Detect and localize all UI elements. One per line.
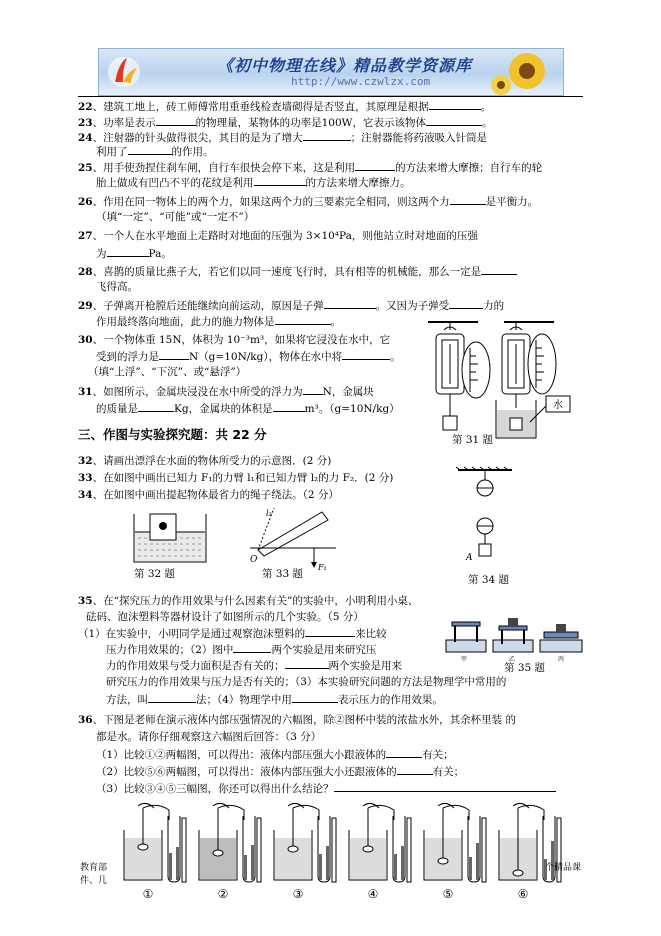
label-yi: 乙: [508, 656, 516, 663]
question-35-line6: 研究压力的作用效果与压力是否有关的；（3）本实验研究问题的方法是物理学中常用的: [106, 676, 507, 688]
u-right-liquid-5: [476, 843, 479, 880]
u-left-liquid-5: [469, 857, 472, 880]
question-36: 36、下图是老师在演示液体内部压强情况的六幅图，除②图杯中装的浓盐水外，其余杯里装 的: [78, 714, 516, 726]
figure-32-floating-block: [132, 510, 208, 564]
figure-31-caption: 第 31 题: [452, 434, 494, 446]
question-30-line3: （填“上浮”、“下沉”、或“悬浮”）: [88, 366, 247, 378]
u-left-liquid-2: [244, 855, 247, 880]
header-banner: [98, 48, 564, 96]
u-right-liquid-3: [326, 846, 329, 880]
figure-32-caption: 第 32 题: [134, 568, 176, 580]
u-right-liquid-2: [251, 845, 254, 880]
figure-36-pressure-gauges: [118, 800, 554, 904]
probe-head-1: [138, 844, 148, 850]
panel-label-6: ⑥: [517, 887, 529, 901]
question-28: 28、喜鹊的质量比燕子大，若它们以同一速度飞行时，具有相等的机械能，那么一定是: [78, 264, 517, 280]
probe-head-5: [438, 858, 448, 864]
panel-label-2: ②: [217, 887, 229, 901]
question-31-line2: 的质量是 Kg，金属块的体积是 m³。（g=10N/kg）: [96, 403, 400, 415]
question-24-line2: 利用了 的作用。: [96, 146, 214, 158]
label-jia: 甲: [460, 656, 468, 663]
section-3-title: 三、作图与实验探究题：共 22 分: [78, 427, 267, 442]
hose-6: [518, 805, 544, 820]
question-24: 24、注射器的针头做得很尖，其目的是为了增大 ；注射器能将药液吸入针筒是: [78, 132, 488, 144]
u-left-liquid-1: [169, 853, 172, 880]
banner-url: http://www.czwlzx.com: [291, 75, 431, 88]
label-bing: 丙: [557, 656, 565, 663]
logo-icon: [105, 52, 143, 90]
scale-bar-3: [332, 818, 336, 882]
water-label: 水: [553, 400, 563, 411]
question-25-line2: 胎上做成有凹凸不平的花纹是利用 的方法来增大摩擦力。: [96, 177, 411, 189]
probe-head-3: [288, 846, 298, 852]
hose-2: [218, 805, 244, 820]
question-22: 22、建筑工地上，砖工师傅常用重垂线检查墙砌得是否竖直，其原理是根据 。: [78, 101, 492, 113]
question-35-line7: 方法，叫 法；（4）物理学中用 表示压力的作用效果。: [106, 694, 443, 706]
u-left-liquid-3: [319, 854, 322, 880]
question-35-line5: 力的作用效果与受力面积是否有关的； 两个实验是用来: [106, 660, 402, 672]
question-33: 33、在如图中画出已知力 F₁的力臂 l₁和已知力臂 l₂的力 F₂．(2 分): [78, 472, 394, 484]
footer-left-1: 教育部: [80, 863, 108, 873]
scale-bar-5: [482, 818, 486, 882]
banner-title: 《初中物理在线》精品教学资源库: [217, 56, 473, 75]
hose-5: [443, 805, 469, 820]
probe-head-6: [513, 870, 523, 876]
hose-4: [368, 805, 394, 820]
scale-bar-4: [407, 818, 411, 882]
question-32: 32、请画出漂浮在水面的物体所受力的示意图．(2 分): [78, 455, 332, 467]
question-29: 29、子弹离开枪膛后还能继续向前运动，原因是子弹 。又因为子弹受 力的: [78, 300, 505, 312]
figure-31-spring-scales: [418, 314, 588, 446]
u-left-liquid-4: [394, 854, 397, 880]
question-31: 31、如图所示，金属块浸没在水中所受的浮力为 N，金属块: [78, 386, 374, 398]
question-36-line2: 都是水。请你仔细观察这六幅图后回答：（3 分）: [96, 731, 322, 743]
u-right-liquid-4: [401, 846, 404, 880]
question-34: 34、在如图中画出提起物体最省力的绳子绕法。（2 分）: [78, 489, 339, 501]
question-28-line2: 飞得高。: [96, 281, 138, 293]
hose-1: [143, 805, 169, 820]
question-35: 35、在“探究压力的作用效果与什么因素有关”的实验中，小明利用小桌、: [78, 595, 419, 607]
question-36-line4: （2）比较⑤⑥两幅图，可以得出：液体内部压强大小还跟液体的 有关；: [96, 766, 465, 778]
footer-right: 个精品课: [545, 863, 582, 873]
figure-33-lever: [248, 506, 344, 572]
question-27-line2: 为 Pa。: [96, 248, 172, 260]
figure-35-foam-experiment: [444, 614, 584, 664]
probe-head-2: [213, 850, 223, 856]
panel-label-3: ③: [292, 887, 304, 901]
question-36-line5: （3）比较③④⑤三幅图，你还可以得出什么结论？: [96, 781, 556, 797]
question-35-line4: 压力作用效果的；（2）图中 两个实验是用来研究压: [106, 644, 377, 656]
question-35-line3: （1）在实验中，小明同学是通过观察泡沫塑料的 来比较: [78, 628, 387, 640]
panel-label-4: ④: [367, 887, 379, 901]
header-rule: [78, 96, 583, 97]
object-a-label: A: [466, 553, 473, 563]
scale-bar-2: [257, 818, 261, 882]
figure-35-caption: 第 35 题: [504, 662, 546, 674]
panel-label-5: ⑤: [442, 887, 454, 901]
u-right-liquid-1: [176, 847, 179, 880]
question-36-line3: （1）比较①②两幅图，可以得出：液体内部压强大小跟液体的 有关；: [96, 749, 454, 761]
question-30-line2: 受到的浮力是 N（g=10N/kg），物体在水中将 。: [96, 351, 401, 363]
question-26: 26、作用在同一物体上的两个力，如果这两个力的三要素完全相同，则这两个力 是平衡力。: [78, 196, 539, 208]
f1-label: F₁: [318, 563, 327, 572]
question-23: 23、功率是表示 的物理量，某物体的功率是100W，它表示该物体 。: [78, 117, 493, 129]
question-30: 30、一个物体重 15N，体积为 10⁻³m³，如果将它浸没在水中，它: [78, 334, 391, 346]
question-25: 25、用手使劲捏住刹车闸，自行车很快会停下来，这是利用 的方法来增大摩擦；自行车的轮: [78, 162, 543, 174]
fulcrum-label: O: [250, 555, 258, 565]
panel-label-1: ①: [142, 887, 154, 901]
figure-33-caption: 第 33 题: [262, 568, 304, 580]
footer-left-2: 件、几: [80, 876, 108, 886]
probe-head-4: [363, 846, 373, 852]
question-29-line2: 作用最终落向地面，此力的施力物体是 。: [96, 316, 341, 328]
figure-34-pulley-system: [448, 466, 518, 570]
l2-label: l₂: [266, 509, 272, 518]
question-26-line2: （填“一定”、“可能”或“一定不”）: [96, 211, 255, 223]
scale-bar-1: [182, 818, 186, 882]
question-35-line2: 砝码、泡沫塑料等器材设计了如图所示的几个实验。（5 分）: [86, 611, 364, 623]
hose-3: [293, 805, 319, 820]
question-27: 27、一个人在水平地面上走路时对地面的压强为 3×10⁴Pa，则他站立时对地面的压强: [78, 230, 478, 242]
sunflower-icon: [489, 49, 559, 95]
figure-34-caption: 第 34 题: [468, 574, 510, 586]
